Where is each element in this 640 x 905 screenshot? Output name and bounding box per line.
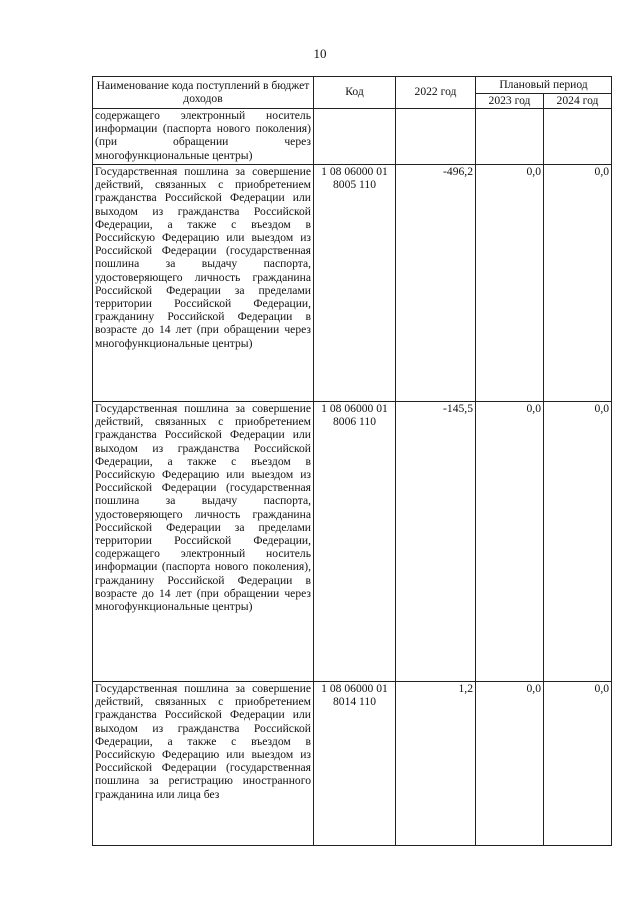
row-value-2023 bbox=[476, 109, 544, 165]
revenue-table bbox=[92, 76, 612, 846]
row-value-2022: -145,5 bbox=[396, 402, 476, 682]
row-value-2023: 0,0 bbox=[476, 165, 544, 402]
row-name: Государственная пошлина за совершение действий, связанных с приобретением гражданства Российской Федерации или выходом из гражданства Российской Федерации, а также с въездом в Российскую Федерацию или выездом из Российской Федерации (государственная пошлина за регистрацию иностранного гражданина или лица без bbox=[93, 682, 314, 846]
row-value-2024: 0,0 bbox=[544, 165, 612, 402]
header-2024: 2024 год bbox=[544, 94, 612, 109]
row-name: содержащего электронный носитель информации (паспорта нового поколения) (при обращении через многофункциональные центры) bbox=[93, 109, 314, 165]
row-value-2022 bbox=[396, 109, 476, 165]
row-code: 1 08 06000 01 8005 110 bbox=[314, 165, 396, 402]
table-row bbox=[93, 165, 612, 402]
row-code: 1 08 06000 01 8006 110 bbox=[314, 402, 396, 682]
header-2022: 2022 год bbox=[396, 77, 476, 109]
header-name: Наименование кода поступлений в бюджет доходов bbox=[93, 77, 314, 109]
table-row bbox=[93, 109, 612, 165]
header-planned-period: Плановый период bbox=[476, 77, 612, 94]
row-value-2023: 0,0 bbox=[476, 402, 544, 682]
table-row bbox=[93, 402, 612, 682]
header-2023: 2023 год bbox=[476, 94, 544, 109]
row-value-2024: 0,0 bbox=[544, 402, 612, 682]
row-name: Государственная пошлина за совершение действий, связанных с приобретением гражданства Российской Федерации или выходом из гражданства Российской Федерации, а также с въездом в Российскую Федерацию или выездом из Российской Федерации (государственная пошлина за выдачу паспорта, удостоверяющего личность гражданина Российской Федерации за пределами территории Российской Федерации, гражданину Российской Федерации в возрасте до 14 лет (при обращении через многофункциональные центры) bbox=[93, 165, 314, 402]
header-code: Код bbox=[314, 77, 396, 109]
row-code: 1 08 06000 01 8014 110 bbox=[314, 682, 396, 846]
row-value-2023: 0,0 bbox=[476, 682, 544, 846]
row-code bbox=[314, 109, 396, 165]
table-row bbox=[93, 682, 612, 846]
page-number: 10 bbox=[313, 46, 327, 61]
row-value-2022: -496,2 bbox=[396, 165, 476, 402]
row-value-2024: 0,0 bbox=[544, 682, 612, 846]
row-name: Государственная пошлина за совершение действий, связанных с приобретением гражданства Российской Федерации или выходом из гражданства Российской Федерации, а также с въездом в Российскую Федерацию или выездом из Российской Федерации (государственная пошлина за выдачу паспорта, удостоверяющего личность гражданина Российской Федерации за пределами территории Российской Федерации, содержащего электронный носитель информации (паспорта нового поколения), гражданину Российской Федерации в возрасте до 14 лет (при обращении через многофункциональные центры) bbox=[93, 402, 314, 682]
row-value-2022: 1,2 bbox=[396, 682, 476, 846]
row-value-2024 bbox=[544, 109, 612, 165]
